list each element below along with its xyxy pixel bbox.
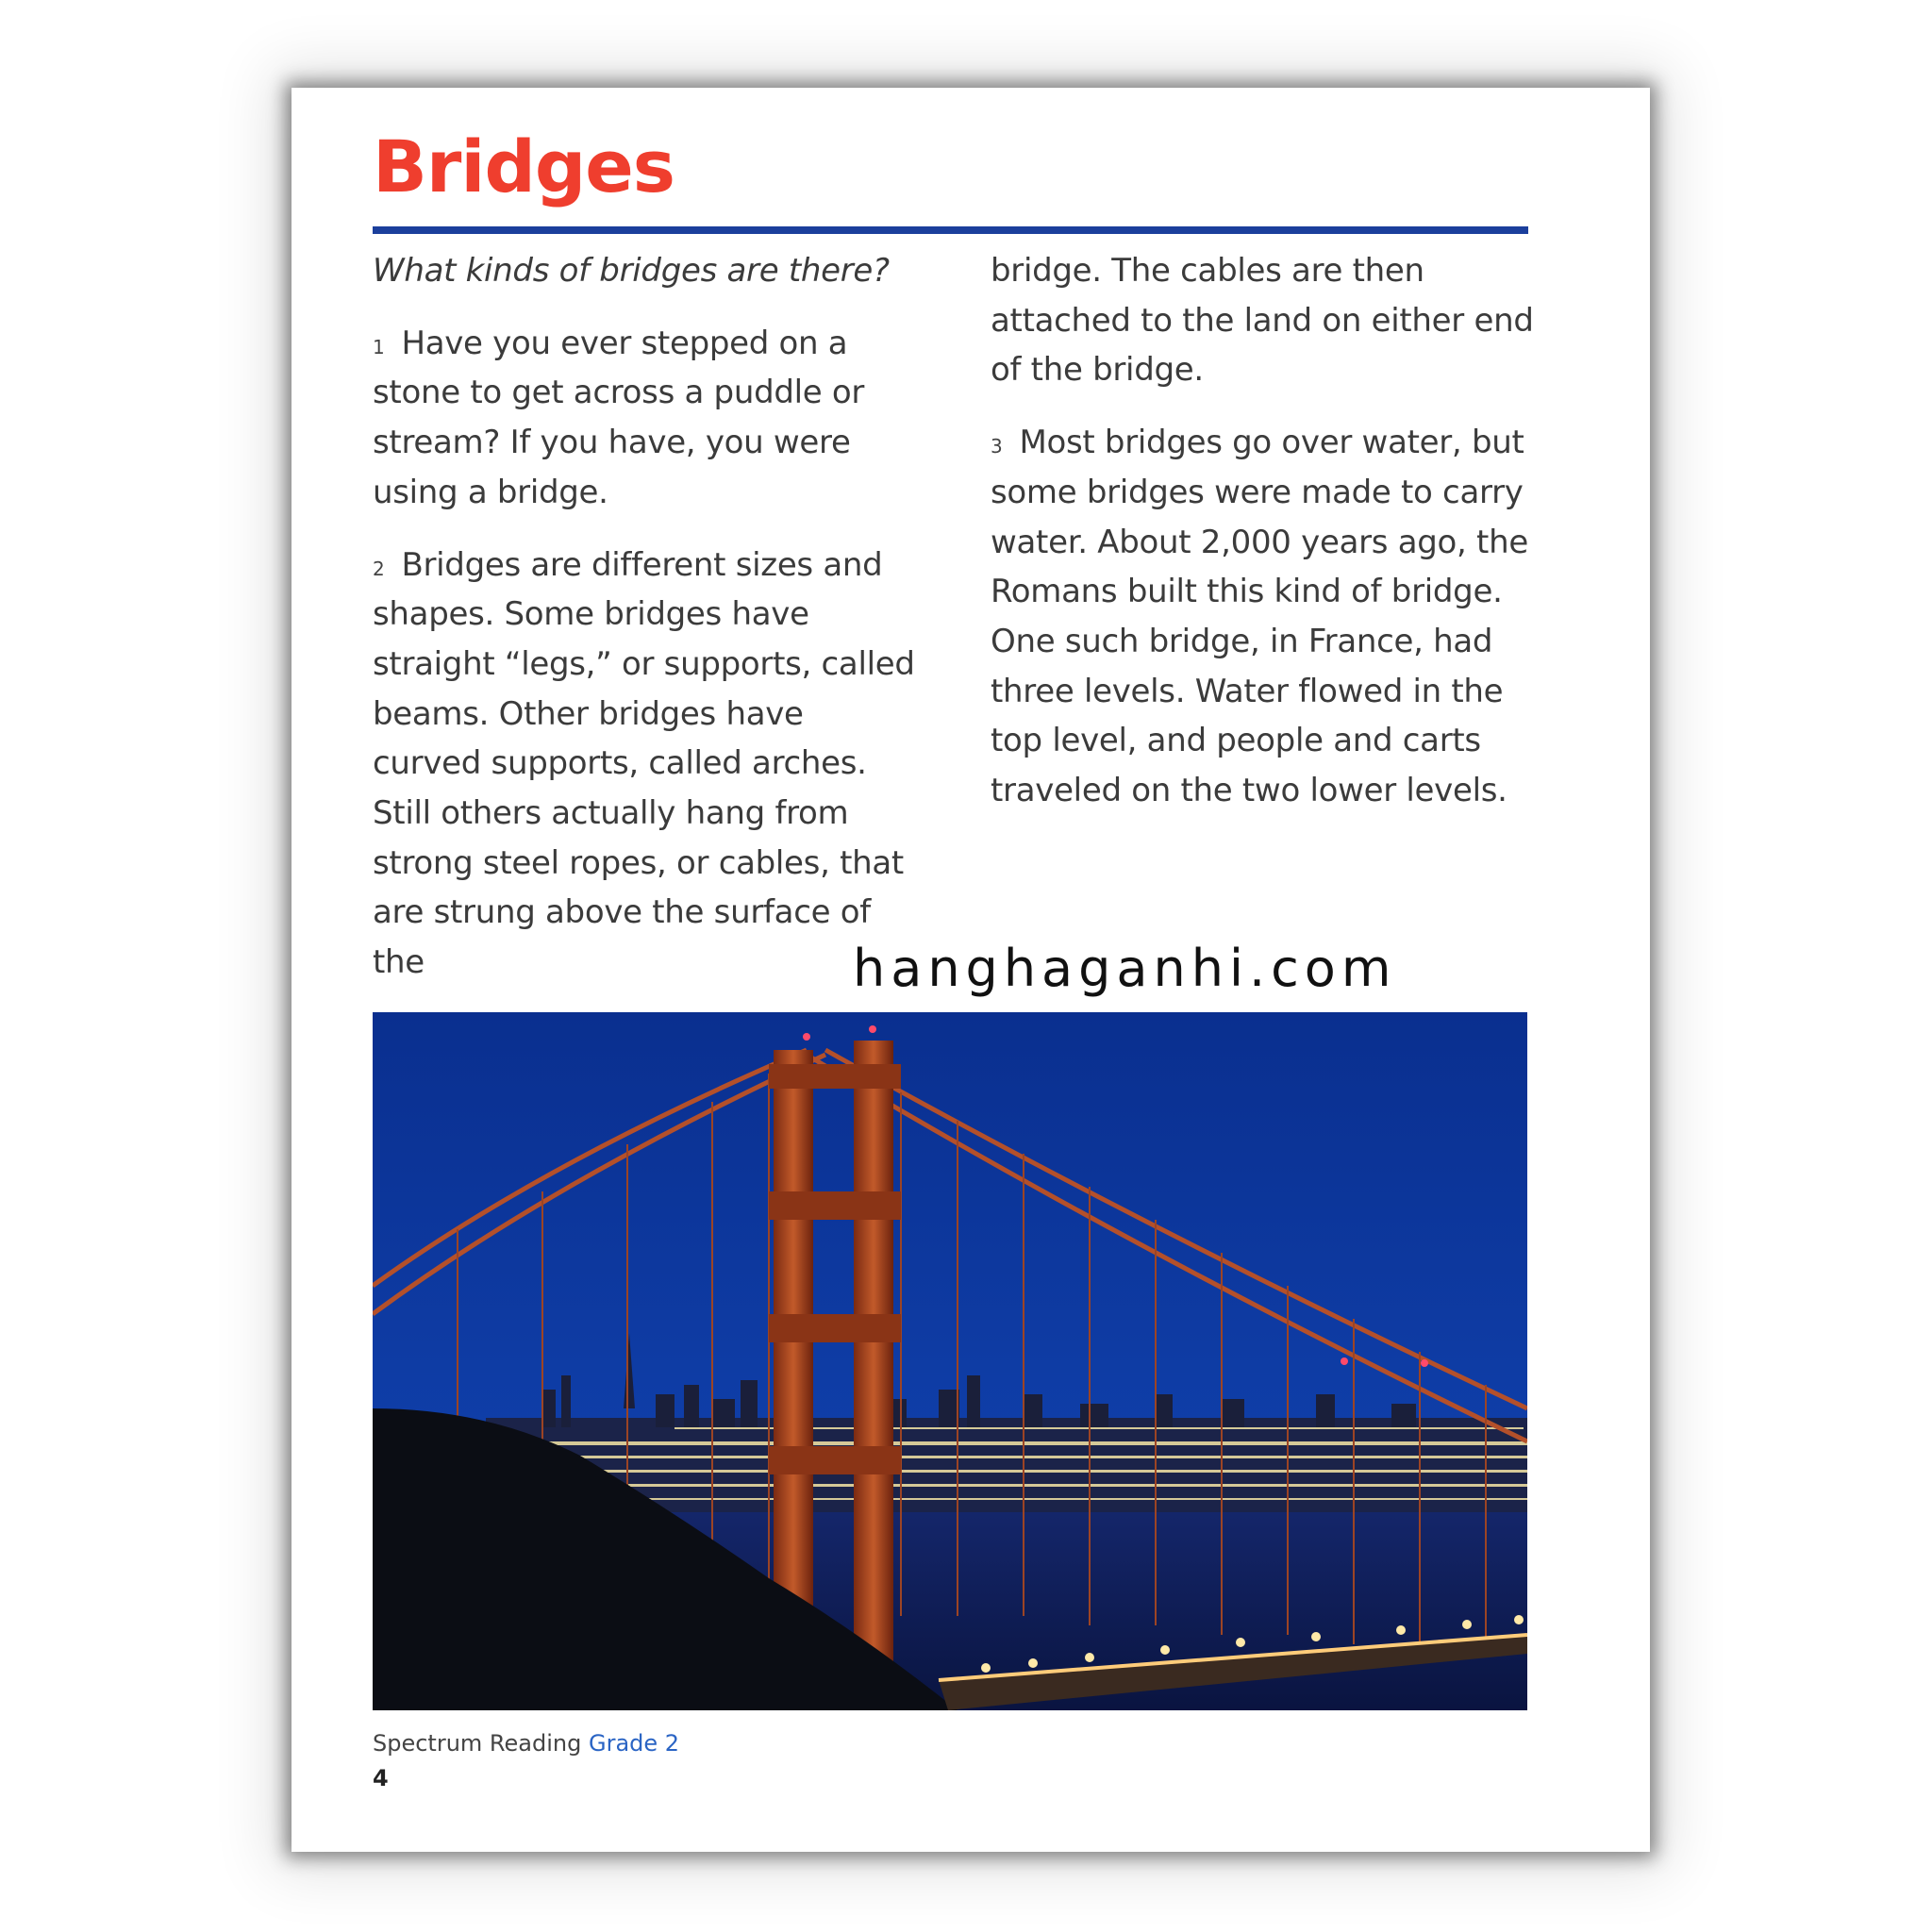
bridge-illustration — [373, 1012, 1527, 1710]
footer-series — [373, 1730, 679, 1757]
page-number: 4 — [373, 1765, 389, 1791]
suspension-bridge-photo — [373, 1012, 1527, 1710]
paragraph-3 — [991, 418, 1538, 816]
article-title: Bridges — [373, 125, 675, 208]
guiding-question: What kinds of bridges are there? — [373, 252, 890, 290]
text-column-left — [373, 246, 920, 988]
grade-label: Grade 2 — [588, 1730, 680, 1757]
paragraph-number: 3 — [991, 435, 1003, 458]
paragraph-2 — [373, 541, 920, 988]
paragraph-1 — [373, 319, 920, 518]
watermark-text: hanghaganhi.com — [853, 939, 1397, 998]
paragraph-text: Most bridges go over water, but some bridges were made to carry water. About 2,000 years ago, the Romans built this kind of bridge. One such bridge, in France, had three levels. Water flowed in the top level, and people and carts traveled on the two lower levels. — [991, 424, 1528, 810]
paragraph-number: 2 — [373, 557, 385, 580]
paragraph-2-continued: bridge. The cables are then attached to the land on either end of the bridge. — [991, 252, 1534, 390]
series-name: Spectrum Reading — [373, 1730, 582, 1757]
paragraph-text: Bridges are different sizes and shapes. Some bridges have straight “legs,” or supports, called beams. Other bridges have curved supports, called arches. Still others actually hang from strong steel ropes, or cables, that are strung above the surface of the — [373, 545, 915, 982]
text-column-right — [991, 246, 1538, 816]
workbook-page — [291, 88, 1650, 1852]
paragraph-text: Have you ever stepped on a stone to get across a puddle or stream? If you have, you were using a bridge. — [373, 324, 865, 511]
title-rule — [373, 226, 1528, 234]
paragraph-number: 1 — [373, 335, 385, 358]
